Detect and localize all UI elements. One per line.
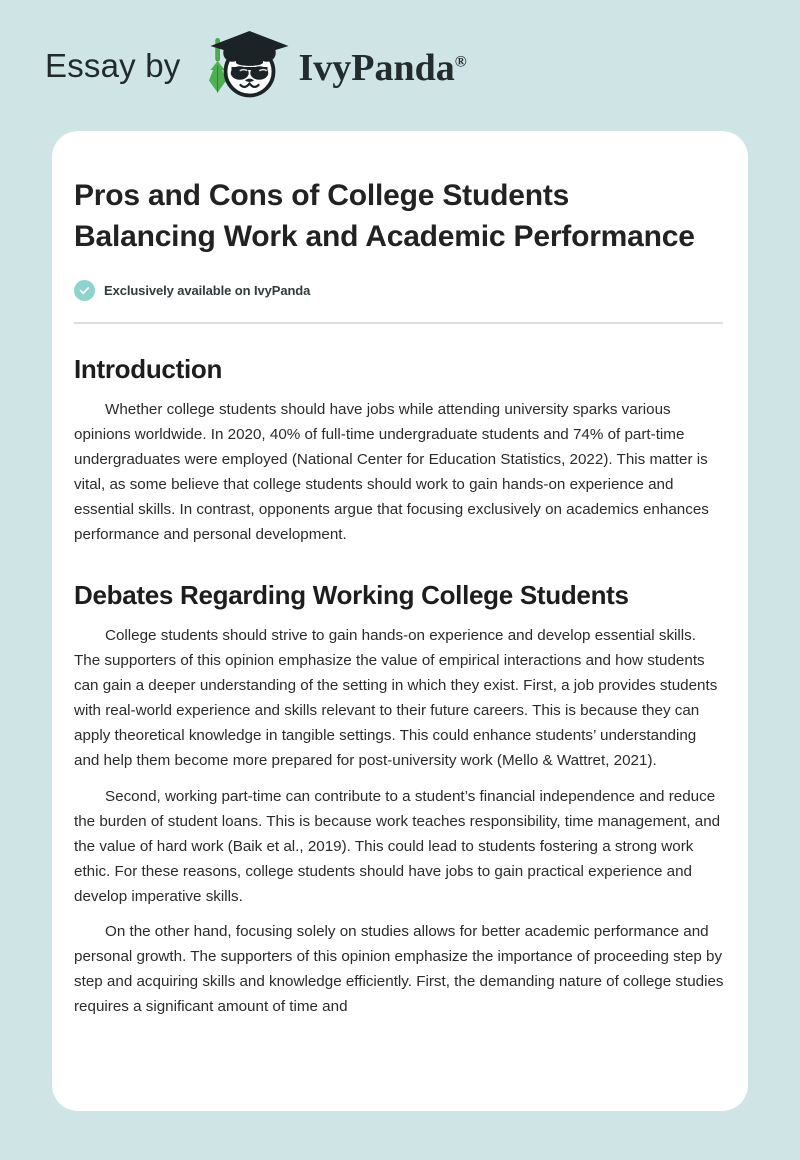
page-header — [0, 0, 800, 131]
brand-lockup[interactable] — [45, 32, 467, 100]
section-heading-debates: Debates Regarding Working College Students — [74, 579, 629, 610]
title-divider — [74, 322, 723, 324]
paragraph: Whether college students should have jobs while attending university sparks various opinions worldwide. In 2020, 40% of full-time undergraduate students and 74% of part-time undergraduates were employed (National Center for Education Statistics, 2022). This matter is vital, as some believe that college students should work to gain hands-on experience and essential skills. In contrast, opponents argue that focusing exclusively on academics enhances performance and personal development. — [74, 401, 709, 543]
paragraph: Second, working part-time can contribute to a student’s financial independence and reduce the burden of student loans. This is because work teaches responsibility, time management, and the value of hard work (Baik et al., 2019). This could lead to students fostering a strong work ethic. For these reasons, college students should have jobs to gain practical experience and develop imperative skills. — [74, 787, 721, 905]
brand-name-text: IvyPanda — [298, 46, 455, 89]
card-content — [74, 175, 722, 1020]
essay-card — [52, 131, 748, 1111]
ivypanda-wordmark — [298, 46, 467, 89]
check-circle-icon — [74, 280, 95, 301]
panda-graduate-logo-icon — [197, 28, 293, 100]
page-title: Pros and Cons of College Students Balancing Work and Academic Performance — [74, 179, 695, 254]
status-badge — [74, 280, 722, 301]
paragraph: On the other hand, focusing solely on studies allows for better academic performance and personal growth. The supporters of this opinion emphasize the importance of proceeding step by step and acquiring skills and knowledge efficiently. First, the demanding nature of college studies requires a significant amount of time and — [74, 923, 724, 1016]
essay-by-label: Essay by — [45, 47, 181, 84]
essay-body — [74, 353, 722, 1020]
section-heading-introduction: Introduction — [74, 353, 223, 384]
registered-mark: ® — [454, 52, 467, 70]
paragraph: College students should strive to gain hands-on experience and develop essential skills. The supporters of this opinion emphasize the value of empirical interactions and how students can gain a deeper understanding of the setting in which they exist. First, a job provides students with real-world experience and skills relevant to their future careers. This is because they can apply theoretical knowledge in tangible settings. This could enhance students’ understanding and help them become more prepared for post-university work (Mello & Wattret, 2021). — [74, 627, 718, 769]
status-badge-label: Exclusively available on IvyPanda — [104, 282, 311, 298]
